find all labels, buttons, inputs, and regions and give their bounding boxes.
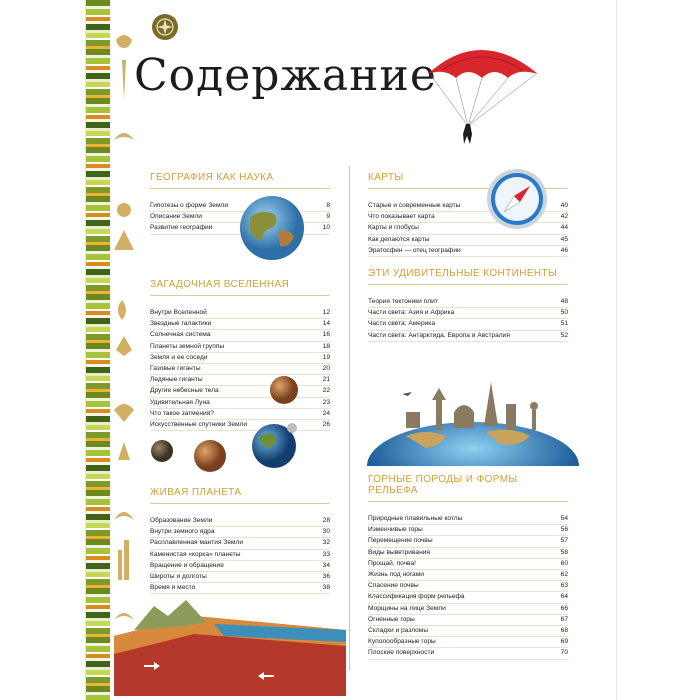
toc-item[interactable]: Что показывает карта 42 [368,212,568,223]
section-rocks-landforms [368,474,568,660]
nature-silhouettes-decoration [110,0,138,700]
toc-item[interactable]: Теория тектоники плит 48 [368,297,568,308]
toc-item[interactable]: Части света: Америка 51 [368,319,568,330]
toc-item[interactable]: Эратосфен — отец географии 46 [368,246,568,257]
toc-item[interactable]: Описание Земли 9 [150,212,330,223]
toc-item[interactable]: Огненные горы 67 [368,615,568,626]
toc-list [368,514,568,660]
toc-item[interactable]: Складки и разломы 68 [368,626,568,637]
toc-item[interactable]: Куполообразные горы 69 [368,637,568,648]
toc-item[interactable]: Земля и ее соседи 19 [150,353,330,364]
compass-seal-icon [152,14,178,40]
toc-item[interactable]: Искусственные спутники Земли 26 [150,420,330,431]
section-living-planet [150,487,330,594]
toc-item[interactable]: Ледяные гиганты 21 [150,375,330,386]
toc-item[interactable]: Удивительная Луна 23 [150,398,330,409]
toc-item[interactable]: Каменистая «корка» планеты 33 [150,550,330,561]
toc-item[interactable]: Вращение и обращение 34 [150,561,330,572]
toc-item[interactable]: Изменчивые горы 56 [368,525,568,536]
earth-cross-section-illustration [114,596,346,696]
toc-item[interactable]: Внутри Вселенной 12 [150,308,330,319]
toc-item[interactable]: Спасение почвы 63 [368,581,568,592]
toc-item[interactable]: Природные плавильные котлы 54 [368,514,568,525]
section-title: КАРТЫ [368,172,568,189]
toc-item[interactable]: Морщины на лице Земли 66 [368,604,568,615]
toc-item[interactable]: Звездные галактики 14 [150,319,330,330]
toc-item[interactable]: Газовые гиганты 20 [150,364,330,375]
toc-item[interactable]: Что такое затмения? 24 [150,409,330,420]
toc-item[interactable]: Планеты земной группы 18 [150,342,330,353]
parachute-illustration [422,34,542,154]
toc-item[interactable]: Как делаются карты 45 [368,235,568,246]
toc-item[interactable]: Прощай, почва! 60 [368,559,568,570]
section-title: ЭТИ УДИВИТЕЛЬНЫЕ КОНТИНЕНТЫ [368,268,568,285]
toc-item[interactable]: Плоские поверхности 70 [368,648,568,659]
globe-illustration [236,192,308,264]
toc-item[interactable]: Карты и глобусы 44 [368,223,568,234]
toc-item[interactable]: Старые и современные карты 40 [368,201,568,212]
compass-illustration [484,166,550,232]
planets-illustration [148,372,304,476]
section-title: ЖИВАЯ ПЛАНЕТА [150,487,330,504]
column-divider [349,166,350,671]
toc-item[interactable]: Классификация форм рельефа 64 [368,592,568,603]
toc-item[interactable]: Расплавленная мантия Земли 32 [150,538,330,549]
toc-item[interactable]: Солнечная система 16 [150,330,330,341]
toc-item[interactable]: Части света: Азия и Африка 50 [368,308,568,319]
toc-list [368,297,568,342]
toc-item[interactable]: Жизнь под ногами 62 [368,570,568,581]
decorative-stripe-band [86,0,110,700]
section-continents [368,268,568,342]
toc-item[interactable]: Другие небесные тела 22 [150,386,330,397]
section-title: ЗАГАДОЧНАЯ ВСЕЛЕННАЯ [150,279,330,296]
toc-item[interactable]: Перемещение почвы 57 [368,536,568,547]
toc-item[interactable]: Образование Земли 28 [150,516,330,527]
toc-item[interactable]: Гипотезы о форме Земли 8 [150,201,330,212]
section-title: ГОРНЫЕ ПОРОДЫ И ФОРМЫ РЕЛЬЕФА [368,474,568,502]
toc-item[interactable]: Части света: Антарктида, Европа и Австралия 52 [368,331,568,342]
toc-item[interactable]: Время и место 38 [150,583,330,594]
toc-item[interactable]: Виды выветривания 58 [368,548,568,559]
toc-item[interactable]: Развитие географии 10 [150,223,330,234]
page-title: Содержание [134,50,437,101]
toc-list [150,516,330,594]
toc-item[interactable]: Внутри земного ядра 30 [150,527,330,538]
world-landmarks-illustration [366,366,580,466]
section-title: ГЕОГРАФИЯ КАК НАУКА [150,172,330,189]
toc-item[interactable]: Широты и долготы 36 [150,572,330,583]
